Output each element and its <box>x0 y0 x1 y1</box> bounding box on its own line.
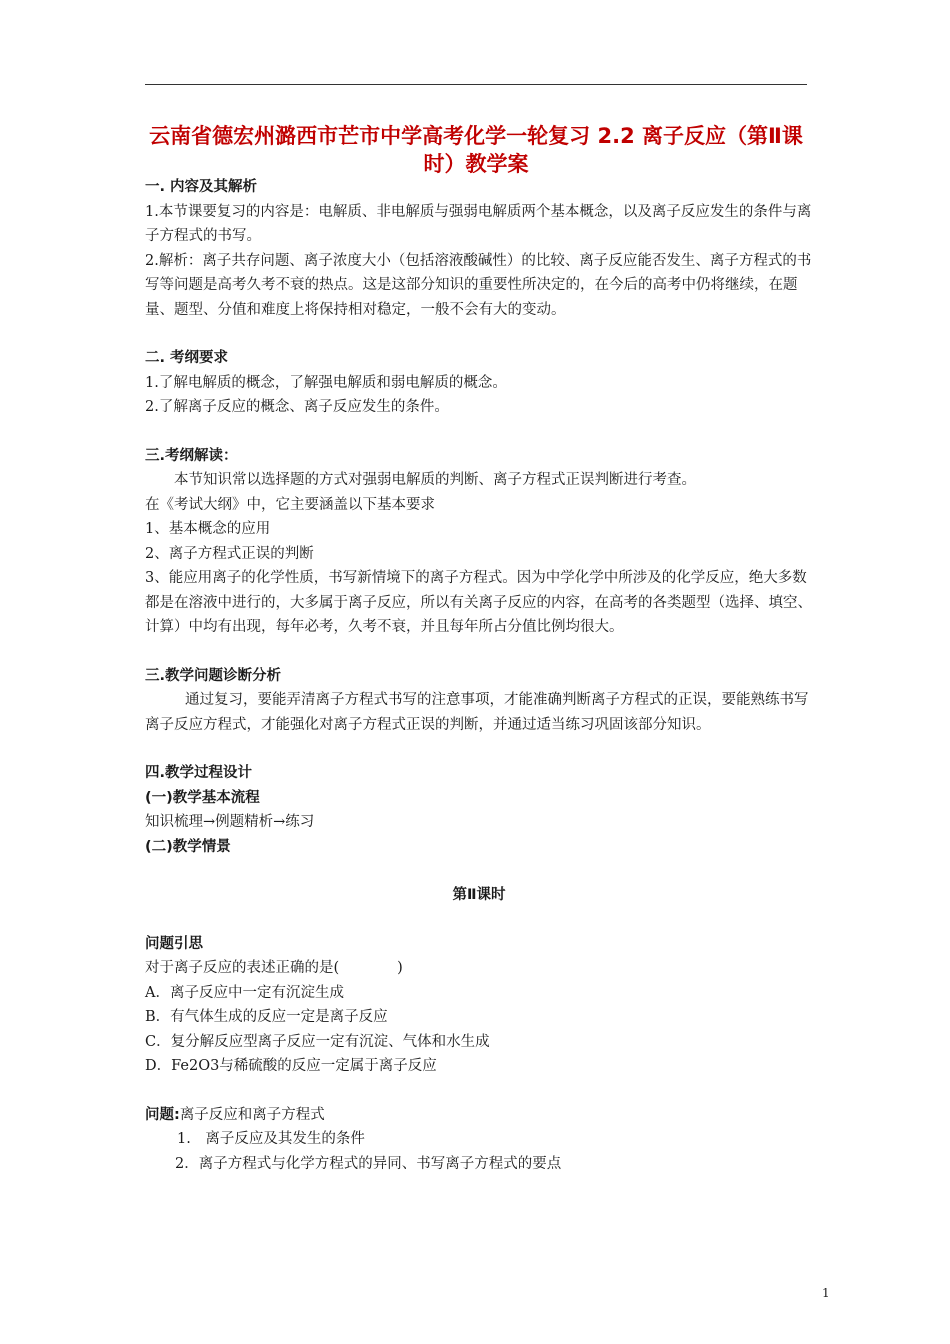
question-option: B．有气体生成的反应一定是离子反应 <box>145 1009 388 1025</box>
paragraph: 知识梳理→例题精析→练习 <box>145 814 315 830</box>
page-number: 1 <box>822 1286 830 1300</box>
list-item: 2．离子方程式与化学方程式的异同、书写离子方程式的要点 <box>175 1155 562 1172</box>
section-heading-syllabus: 二. 考纲要求 <box>145 350 229 366</box>
paragraph: 在《考试大纲》中，它主要涵盖以下基本要求 <box>145 496 435 513</box>
list-item: 2、离子方程式正误的判断 <box>145 545 314 562</box>
section-heading-content: 一. 内容及其解析 <box>145 179 258 195</box>
problem-text: 离子反应和离子方程式 <box>179 1106 325 1123</box>
list-item: 1. 离子反应及其发生的条件 <box>177 1131 365 1147</box>
list-item: 3、能应用离子的化学性质，书写新情境下的离子方程式。因为中学化学中所涉及的化学反应，绝大多数都是在溶液中进行的，大多属于离子反应，所以有关离子反应的内容，在高考的各类题型（选择、填空、计算）中均有出现，每年必考，久考不衰，并且每年所占分值比例均很大。 <box>145 570 812 635</box>
problem-label: 问题: <box>145 1106 180 1123</box>
subheading-flow: (一)教学基本流程 <box>145 789 260 806</box>
list-item: 1、基本概念的应用 <box>145 521 271 537</box>
section-heading-interpretation: 三.考纲解读： <box>145 447 238 464</box>
paragraph: 本节知识常以选择题的方式对强弱电解质的判断、离子方程式正误判断进行考查。 <box>174 472 696 488</box>
question-option: C．复分解反应型离子反应一定有沉淀、气体和水生成 <box>145 1033 490 1050</box>
problem-line <box>145 1103 813 1128</box>
header-rule <box>145 84 807 85</box>
paragraph: 2.了解离子反应的概念、离子反应发生的条件。 <box>145 399 449 415</box>
question-option: D．Fe2O3与稀硫酸的反应一定属于离子反应 <box>145 1058 437 1074</box>
question-option: A．离子反应中一定有沉淀生成 <box>145 984 344 1001</box>
section-heading-process: 四.教学过程设计 <box>145 765 253 781</box>
paragraph: 2.解析：离子共存问题、离子浓度大小（包括溶液酸碱性）的比较、离子反应能否发生、离子方程式的书写等问题是高考久考不衰的热点。这是这部分知识的重要性所决定的，在今后的高考中仍将继续，在题量、题型、分值和难度上将保持相对稳定，一般不会有大的变动。 <box>145 252 812 318</box>
document-title: 云南省德宏州潞西市芒市中学高考化学一轮复习 2.2 离子反应（第Ⅱ课时）教学案 <box>149 124 803 176</box>
document-body <box>145 175 813 1176</box>
paragraph: 通过复习，要能弄清离子方程式书写的注意事项，才能准确判断离子方程式的正误，要能熟练书写离子反应方程式，才能强化对离子方程式正误的判断，并通过适当练习巩固该部分知识。 <box>145 692 809 733</box>
question-stem: 对于离子反应的表述正确的是( ) <box>145 960 403 976</box>
question-heading: 问题引思 <box>145 935 203 952</box>
subheading-scenario: (二)教学情景 <box>145 838 231 855</box>
section-heading-diagnosis: 三.教学问题诊断分析 <box>145 667 282 684</box>
paragraph: 1.了解电解质的概念，了解强电解质和弱电解质的概念。 <box>145 374 507 391</box>
paragraph: 1.本节课要复习的内容是：电解质、非电解质与强弱电解质两个基本概念，以及离子反应发生的条件与离子方程式的书写。 <box>145 203 812 244</box>
lesson-heading: 第Ⅱ课时 <box>452 887 506 903</box>
